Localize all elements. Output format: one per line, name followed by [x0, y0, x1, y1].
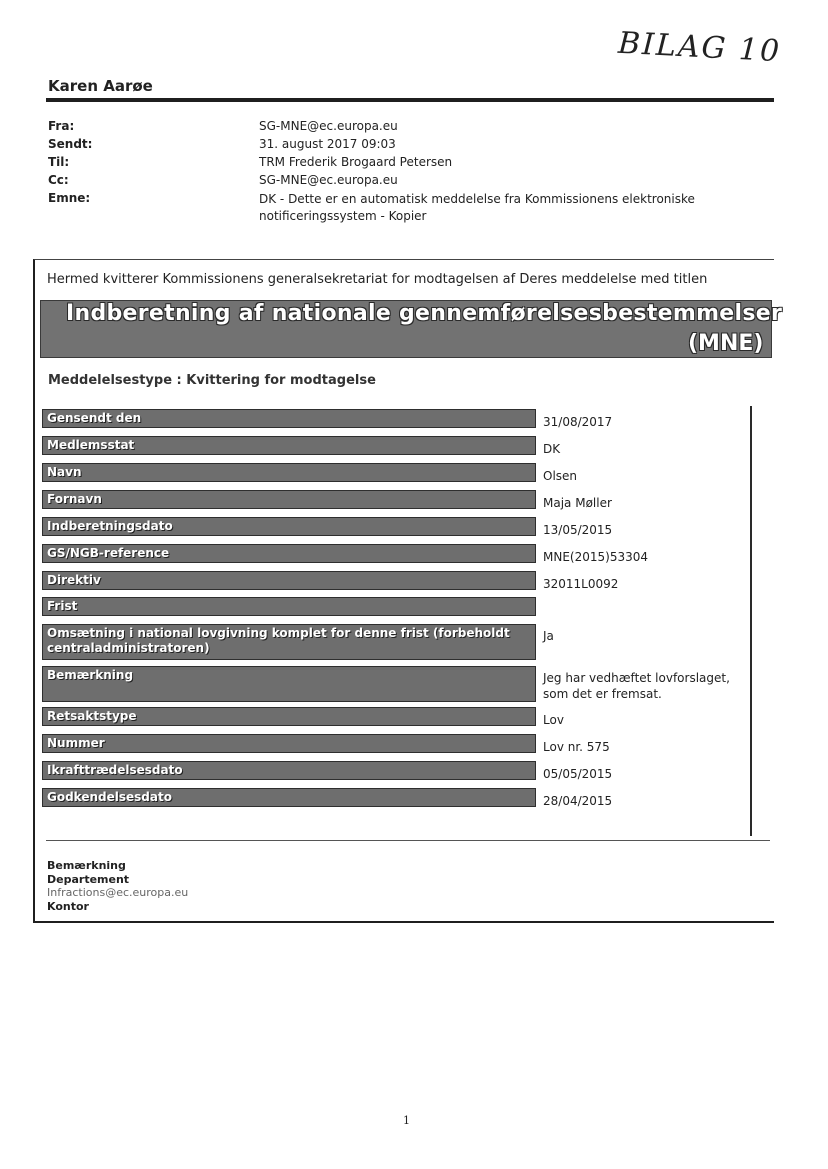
- header-divider: [46, 98, 774, 102]
- field-value-first-name: Maja Møller: [543, 496, 612, 510]
- field-label-deadline: Frist: [42, 597, 536, 616]
- footer-email: Infractions@ec.europa.eu: [47, 886, 189, 899]
- to-value: TRM Frederik Brogaard Petersen: [259, 155, 453, 169]
- field-label-number: Nummer: [42, 734, 536, 753]
- field-label-resent-date: Gensendt den: [42, 409, 536, 428]
- sent-value: 31. august 2017 09:03: [259, 137, 396, 151]
- field-label-transposition-complete: Omsætning i national lovgivning komplet for denne frist (forbeholdt centraladministratoren): [42, 624, 536, 660]
- field-label-surname: Navn: [42, 463, 536, 482]
- field-label-directive: Direktiv: [42, 571, 536, 590]
- subject-label: Emne:: [48, 191, 91, 205]
- from-value: SG-MNE@ec.europa.eu: [259, 119, 398, 133]
- field-value-member-state: DK: [543, 442, 561, 456]
- footer-remark: Bemærkning: [47, 859, 126, 872]
- from-label: Fra:: [48, 119, 75, 133]
- sender-name: Karen Aarøe: [48, 77, 153, 95]
- notification-title-abbrev: (MNE): [688, 331, 764, 356]
- field-label-member-state: Medlemsstat: [42, 436, 536, 455]
- subject-value: DK - Dette er en automatisk meddelelse fra Kommissionens elektroniske notificeringssystem - Kopier: [259, 192, 695, 223]
- field-value-entry-into-force: 05/05/2015: [543, 767, 613, 781]
- field-value-transposition-complete: Ja: [543, 629, 554, 643]
- field-value-number: Lov nr. 575: [543, 740, 610, 754]
- notification-title: Indberetning af nationale gennemførelsesbestemmelser: [66, 301, 783, 326]
- cc-label: Cc:: [48, 173, 69, 187]
- field-label-reference: GS/NGB-reference: [42, 544, 536, 563]
- intro-text: Hermed kvitterer Kommissionens generalsekretariat for modtagelsen af Deres meddelelse med titlen: [47, 272, 708, 287]
- field-label-remark: Bemærkning: [42, 666, 536, 702]
- page-number: 1: [403, 1114, 410, 1127]
- footer-department: Departement: [47, 873, 130, 886]
- cc-value: SG-MNE@ec.europa.eu: [259, 173, 398, 187]
- field-value-surname: Olsen: [543, 469, 578, 483]
- message-type: Meddelelsestype : Kvittering for modtagelse: [48, 373, 376, 388]
- field-label-approval-date: Godkendelsesdato: [42, 788, 536, 807]
- field-value-approval-date: 28/04/2015: [543, 794, 613, 808]
- sent-label: Sendt:: [48, 137, 93, 151]
- field-value-report-date: 13/05/2015: [543, 523, 613, 537]
- field-value-remark: Jeg har vedhæftet lovforslaget, som det er fremsat.: [543, 671, 730, 701]
- field-label-report-date: Indberetningsdato: [42, 517, 536, 536]
- footer-office: Kontor: [47, 900, 89, 913]
- field-value-act-type: Lov: [543, 713, 564, 727]
- footer-divider: [46, 840, 770, 841]
- field-label-first-name: Fornavn: [42, 490, 536, 509]
- field-label-entry-into-force: Ikrafttrædelsesdato: [42, 761, 536, 780]
- field-value-resent-date: 31/08/2017: [543, 415, 613, 429]
- to-label: Til:: [48, 155, 70, 169]
- field-value-directive: 32011L0092: [543, 577, 619, 591]
- field-label-act-type: Retsaktstype: [42, 707, 536, 726]
- field-value-reference: MNE(2015)53304: [543, 550, 648, 564]
- handwritten-annotation: BILAG 10: [617, 25, 782, 70]
